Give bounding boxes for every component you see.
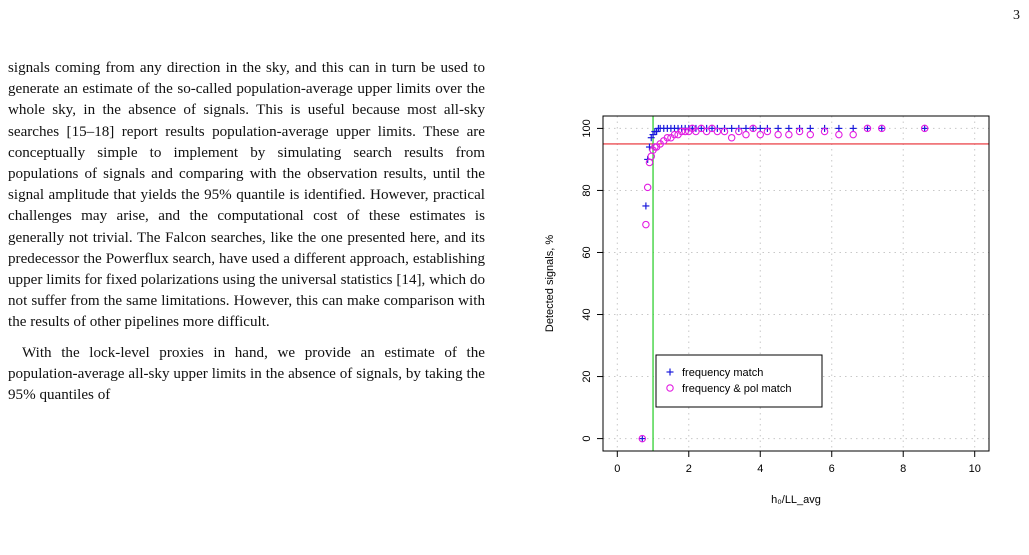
point-frequency-match	[653, 128, 660, 135]
point-frequency-match	[850, 125, 857, 132]
point-frequency-match	[728, 125, 735, 132]
body-text-column	[8, 58, 485, 406]
point-frequency-pol-match	[728, 135, 734, 141]
paragraph-2: With the lock-level proxies in hand, we provide an estimate of the population-average all-sky upper limits in the absence of signals, by taking the 95% quantiles of	[8, 344, 485, 404]
point-frequency-pol-match	[643, 221, 649, 227]
y-tick-label: 0	[580, 435, 593, 442]
legend	[656, 355, 822, 407]
y-tick-label: 60	[580, 246, 593, 259]
x-tick-label: 0	[614, 463, 621, 475]
y-axis-label: Detected signals, %	[544, 234, 556, 333]
point-frequency-match	[775, 125, 782, 132]
y-tick-label: 40	[580, 308, 593, 321]
point-frequency-pol-match	[850, 131, 856, 137]
paragraph-1: signals coming from any direction in the sky, and this can in turn be used to generate an estimate of the so-called population-average upper limits over the whole sky, in the absence of signals. This is useful because most all-sky searches [15–18] report results population-average upper limits. These are conceptually simple to implement by simulating search results from populations of signals and comparing with the observation results, until the signal amplitude that yields the 95% quantile is identified. However, practical challenges may arise, and the computational cost of these estimates is generally not trivial. The Falcon searches, like the one presented here, and its predecessor the Powerflux search, have used a different approach, establishing upper limits for fixed polarizations using the universal statistics [14], which do not suffer from the same limitations. However, this can make comparison with the results of other pipelines more difficult.	[8, 60, 485, 331]
x-tick-label: 2	[685, 463, 692, 475]
legend-label: frequency match	[682, 367, 764, 379]
point-frequency-pol-match	[807, 131, 813, 137]
point-frequency-match	[648, 134, 655, 141]
detection-chart	[527, 100, 1017, 520]
y-tick-label: 20	[580, 370, 593, 383]
legend-label: frequency & pol match	[682, 383, 792, 395]
detection-efficiency-figure	[527, 100, 1017, 520]
point-frequency-match	[785, 125, 792, 132]
point-frequency-pol-match	[775, 131, 781, 137]
x-axis-label: h₀/LL_avg	[771, 494, 821, 506]
legend-box	[656, 355, 822, 407]
point-frequency-match	[642, 202, 649, 209]
y-tick-label: 100	[580, 119, 593, 138]
point-frequency-match	[835, 125, 842, 132]
point-frequency-match	[650, 131, 657, 138]
point-frequency-match	[742, 125, 749, 132]
x-tick-label: 10	[968, 463, 981, 475]
point-frequency-pol-match	[786, 131, 792, 137]
axes	[544, 116, 989, 506]
y-tick-label: 80	[580, 184, 593, 197]
point-frequency-pol-match	[743, 131, 749, 137]
x-tick-label: 6	[828, 463, 835, 475]
x-tick-label: 4	[757, 463, 764, 475]
point-frequency-pol-match	[836, 131, 842, 137]
x-tick-label: 8	[900, 463, 907, 475]
point-frequency-match	[757, 125, 764, 132]
point-frequency-pol-match	[644, 184, 650, 190]
page-number: 3	[1013, 8, 1020, 23]
point-frequency-match	[807, 125, 814, 132]
point-frequency-pol-match	[757, 131, 763, 137]
